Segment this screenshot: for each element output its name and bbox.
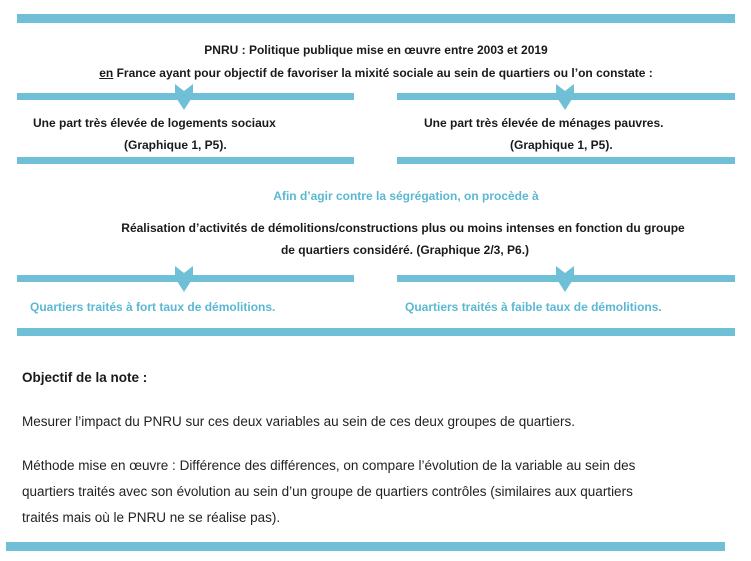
header-line-2-prefix: en [99, 66, 114, 80]
left-branch-line-2: (Graphique 1, P5). [124, 138, 227, 152]
header-line-2 [99, 66, 653, 80]
method-line-1: Méthode mise en œuvre : Différence des différences, on compare l’évolution de la variable au sein des [22, 458, 636, 473]
right-branch-line-1: Une part très élevée de ménages pauvres. [424, 116, 664, 130]
method-line-3: traités mais où le PNRU ne se réalise pas). [22, 510, 281, 525]
realisation-line-2: de quartiers considéré. (Graphique 2/3, P6.) [280, 243, 530, 257]
left-arrow-icon [173, 84, 195, 110]
method-line-2: quartiers traités avec son évolution au sein d’un groupe de quartiers contrôles (similaires aux quartiers [22, 484, 633, 499]
section-divider [17, 328, 735, 336]
top-divider [17, 14, 735, 23]
action-text: Afin d’agir contre la ségrégation, on procède à [273, 189, 539, 203]
header-line-1: PNRU : Politique publique mise en œuvre entre 2003 et 2019 [204, 43, 548, 57]
header-line-2-rest: France ayant pour objectif de favoriser la mixité sociale au sein de quartiers ou l’on constate : [113, 66, 653, 80]
left-branch-bottom-bar [17, 157, 354, 164]
right-branch-line-2: (Graphique 1, P5). [510, 138, 613, 152]
objective-heading: Objectif de la note : [22, 370, 148, 385]
objective-text: Mesurer l’impact du PNRU sur ces deux variables au sein de ces deux groupes de quartiers. [22, 414, 576, 429]
bottom-divider [6, 542, 725, 551]
right-group-arrow-icon [554, 266, 576, 292]
left-group-label: Quartiers traités à fort taux de démolitions. [30, 300, 276, 314]
left-branch-line-1: Une part très élevée de logements sociaux [33, 116, 276, 130]
right-group-label: Quartiers traités à faible taux de démolitions. [405, 300, 662, 314]
left-group-arrow-icon [173, 266, 195, 292]
right-branch-bottom-bar [397, 157, 735, 164]
right-arrow-icon [554, 84, 576, 110]
realisation-line-1: Réalisation d’activités de démolitions/constructions plus ou moins intenses en fonction du groupe [121, 221, 685, 235]
